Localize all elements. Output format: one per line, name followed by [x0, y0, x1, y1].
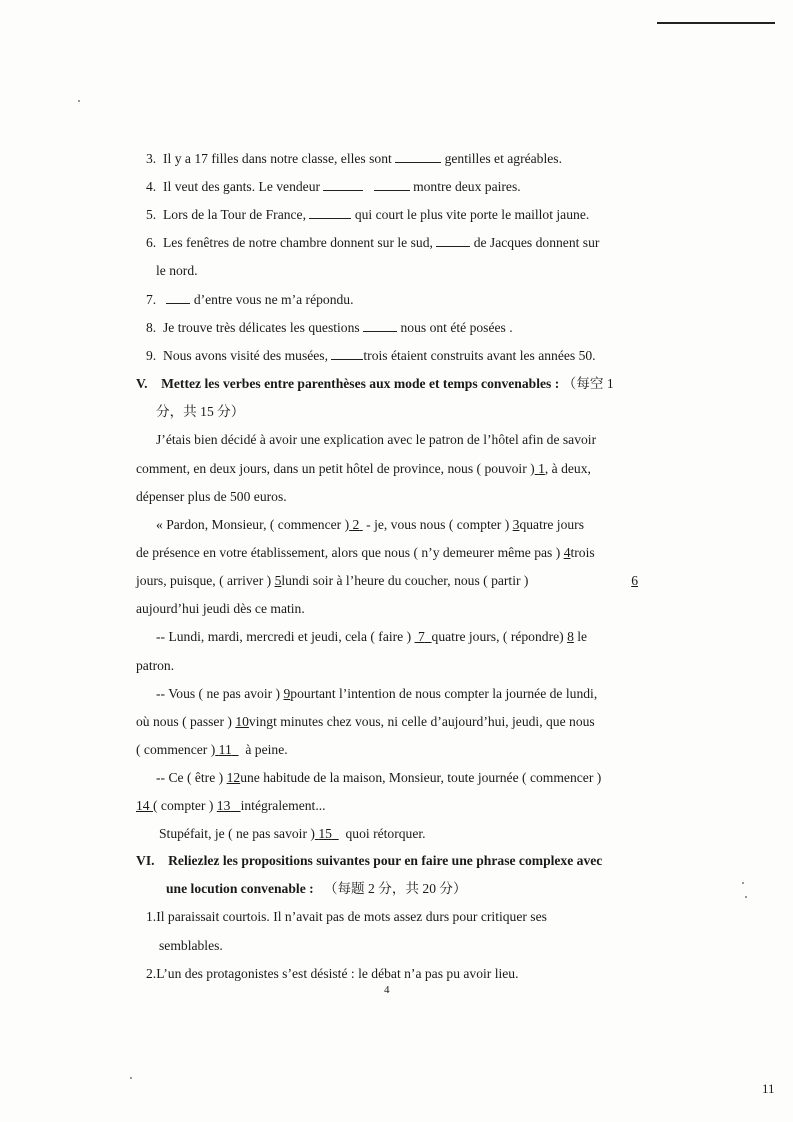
blank-2[interactable] — [349, 517, 363, 532]
item-text: montre deux paires. — [413, 179, 521, 194]
passage-text: - je, vous nous ( compter ) — [366, 517, 510, 532]
item-number: 7. — [146, 292, 157, 307]
blank-label: 11 — [218, 742, 232, 757]
passage-text: Stupéfait, je ( ne pas savoir ) — [159, 826, 315, 841]
passage-text: comment, en deux jours, dans un petit hôtel de province, nous ( pouvoir ) — [136, 461, 535, 476]
item-text: qui court le plus vite porte le maillot jaune. — [354, 207, 590, 222]
item-text: Je trouve très délicates les questions — [163, 320, 360, 335]
section-number: VI. — [136, 853, 155, 868]
passage-text: pourtant l’intention de nous compter la journée de lundi, — [290, 686, 598, 701]
item-text: Il y a 17 filles dans notre classe, elles sont — [163, 151, 392, 166]
passage-text: « Pardon, Monsieur, ( commencer ) — [156, 517, 350, 532]
passage-line — [136, 741, 288, 759]
item-text: de Jacques donnent sur — [473, 235, 600, 250]
passage-line — [156, 769, 601, 787]
passage-text: dépenser plus de 500 euros. — [136, 489, 287, 504]
item-text: d’entre vous ne m’a répondu. — [193, 292, 354, 307]
passage-line — [136, 797, 326, 815]
passage-text: ( commencer ) — [136, 742, 216, 757]
section-6-heading-continued — [166, 880, 467, 898]
blank-label: 14 — [136, 798, 150, 813]
blank-label: 2 — [352, 517, 360, 532]
item-number: 9. — [146, 348, 157, 363]
scan-speck — [130, 1077, 132, 1079]
blank-6[interactable] — [631, 572, 638, 590]
blank-14[interactable] — [136, 798, 153, 813]
passage-text: jours, puisque, ( arriver ) — [136, 573, 272, 588]
answer-blank[interactable] — [363, 319, 397, 332]
s6-item-2 — [146, 965, 519, 983]
item-3 — [146, 150, 562, 168]
passage-text — [136, 460, 591, 478]
answer-blank[interactable] — [331, 347, 363, 360]
passage-text: aujourd’hui jeudi dès ce matin. — [136, 601, 305, 616]
passage-line — [136, 572, 638, 590]
item-9 — [146, 347, 596, 365]
blank-label: 4 — [563, 545, 571, 560]
blank-label: 1 — [538, 461, 545, 476]
passage-text: lundi soir à l’heure du coucher, nous ( partir ) — [281, 573, 529, 588]
item-number: 3. — [146, 151, 157, 166]
passage-line — [136, 600, 305, 618]
passage-text: -- Ce ( être ) — [156, 770, 224, 785]
passage-line — [156, 431, 596, 449]
passage-line — [159, 825, 426, 843]
blank-label: 5 — [274, 573, 282, 588]
sheet-number: 11 — [762, 1081, 775, 1096]
item-6 — [146, 234, 599, 252]
passage-text: une habitude de la maison, Monsieur, toute journée ( commencer ) — [240, 770, 602, 785]
passage-line — [136, 460, 638, 478]
passage-line — [136, 544, 595, 562]
blank-label: 15 — [318, 826, 332, 841]
passage-text: quoi rétorquer. — [345, 826, 426, 841]
item-number: 8. — [146, 320, 157, 335]
passage-line — [136, 657, 174, 675]
section-title: Reliezlez les propositions suivantes pour en faire une phrase complexe avec — [168, 853, 603, 868]
passage-text: ( compter ) — [153, 798, 214, 813]
item-text: le nord. — [156, 263, 198, 278]
item-text: trois étaient construits avant les années 50. — [363, 348, 596, 363]
passage-text: trois — [570, 545, 595, 560]
item-7 — [146, 291, 354, 309]
item-number: 6. — [146, 235, 157, 250]
blank-10[interactable] — [235, 714, 249, 729]
passage-text: J’étais bien décidé à avoir une explication avec le patron de l’hôtel afin de savoir — [156, 432, 597, 447]
item-6-continued — [156, 262, 198, 280]
blank-label: 13 — [216, 798, 231, 813]
passage-text: à peine. — [245, 742, 288, 757]
passage-line — [136, 488, 287, 506]
item-4 — [146, 178, 521, 196]
blank-7[interactable] — [415, 629, 432, 644]
item-text: L’un des protagonistes s’est désisté : le débat n’a pas pu avoir lieu. — [156, 966, 519, 981]
passage-line — [156, 516, 584, 534]
header-rule — [657, 22, 775, 24]
passage-text: quatre jours, ( répondre) — [431, 629, 564, 644]
blank-label: 3 — [512, 517, 520, 532]
passage-text: où nous ( passer ) — [136, 714, 232, 729]
blank-15[interactable] — [315, 826, 339, 841]
answer-blank[interactable] — [166, 291, 190, 304]
blank-8[interactable] — [567, 629, 574, 644]
item-number: 2. — [146, 966, 157, 981]
passage-text: quatre jours — [519, 517, 584, 532]
passage-line — [156, 685, 597, 703]
item-text: Lors de la Tour de France, — [163, 207, 306, 222]
blank-label: 12 — [226, 770, 241, 785]
section-points: 分，共 15 分） — [156, 404, 245, 419]
blank-label: 8 — [567, 629, 574, 644]
section-points: （每题 2 分，共 20 分） — [323, 881, 467, 896]
item-number: 1. — [146, 909, 157, 924]
item-text: Il paraissait courtois. Il n’avait pas de mots assez durs pour critiquer ses — [156, 909, 547, 924]
section-5-heading — [136, 375, 614, 393]
s6-item-1-continued — [159, 937, 223, 955]
section-number: V. — [136, 376, 148, 391]
passage-text: intégralement... — [240, 798, 326, 813]
passage-text: -- Lundi, mardi, mercredi et jeudi, cela ( faire ) — [156, 629, 412, 644]
passage-text: -- Vous ( ne pas avoir ) — [156, 686, 281, 701]
answer-blank[interactable] — [395, 150, 441, 163]
passage-text: , à deux, — [544, 461, 591, 476]
blank-label: 7 — [417, 629, 425, 644]
answer-blank[interactable] — [374, 178, 410, 191]
blank-12[interactable] — [227, 770, 241, 785]
section-title: Mettez les verbes entre parenthèses aux mode et temps convenables : — [161, 376, 560, 391]
s6-item-1 — [146, 908, 638, 926]
item-text: Nous avons visité des musées, — [163, 348, 328, 363]
scan-speck — [745, 896, 747, 898]
blank-label: 9 — [283, 686, 291, 701]
passage-text: vingt minutes chez vous, ni celle d’aujourd’hui, jeudi, que nous — [248, 714, 595, 729]
answer-blank[interactable] — [309, 206, 351, 219]
item-text: Les fenêtres de notre chambre donnent sur le sud, — [163, 235, 433, 250]
passage-text: le — [577, 629, 588, 644]
page-number: 4 — [384, 984, 390, 996]
blank-13[interactable] — [217, 798, 241, 813]
section-points: （每空 1 — [562, 376, 614, 391]
s6-item-line — [146, 908, 547, 926]
section-5-heading-continued — [156, 403, 244, 421]
blank-label: 10 — [235, 714, 249, 729]
scan-speck — [742, 882, 744, 884]
passage-line — [136, 713, 595, 731]
answer-blank[interactable] — [436, 234, 470, 247]
item-text: semblables. — [159, 938, 223, 953]
item-5 — [146, 206, 589, 224]
item-number: 4. — [146, 179, 157, 194]
blank-1[interactable] — [535, 461, 545, 476]
passage-text: patron. — [136, 658, 175, 673]
passage-line — [156, 628, 587, 646]
item-text: nous ont été posées . — [400, 320, 513, 335]
item-text: Il veut des gants. Le vendeur — [163, 179, 321, 194]
passage-segment — [136, 572, 528, 590]
section-title: une locution convenable : — [166, 881, 314, 896]
blank-label: 6 — [631, 573, 638, 588]
scan-speck — [78, 100, 80, 102]
section-6-heading — [136, 852, 602, 870]
blank-11[interactable] — [215, 742, 238, 757]
item-8 — [146, 319, 513, 337]
answer-blank[interactable] — [323, 178, 363, 191]
item-text: gentilles et agréables. — [444, 151, 562, 166]
item-number: 5. — [146, 207, 157, 222]
passage-text: de présence en votre établissement, alors que nous ( n’y demeurer même pas ) — [136, 545, 561, 560]
